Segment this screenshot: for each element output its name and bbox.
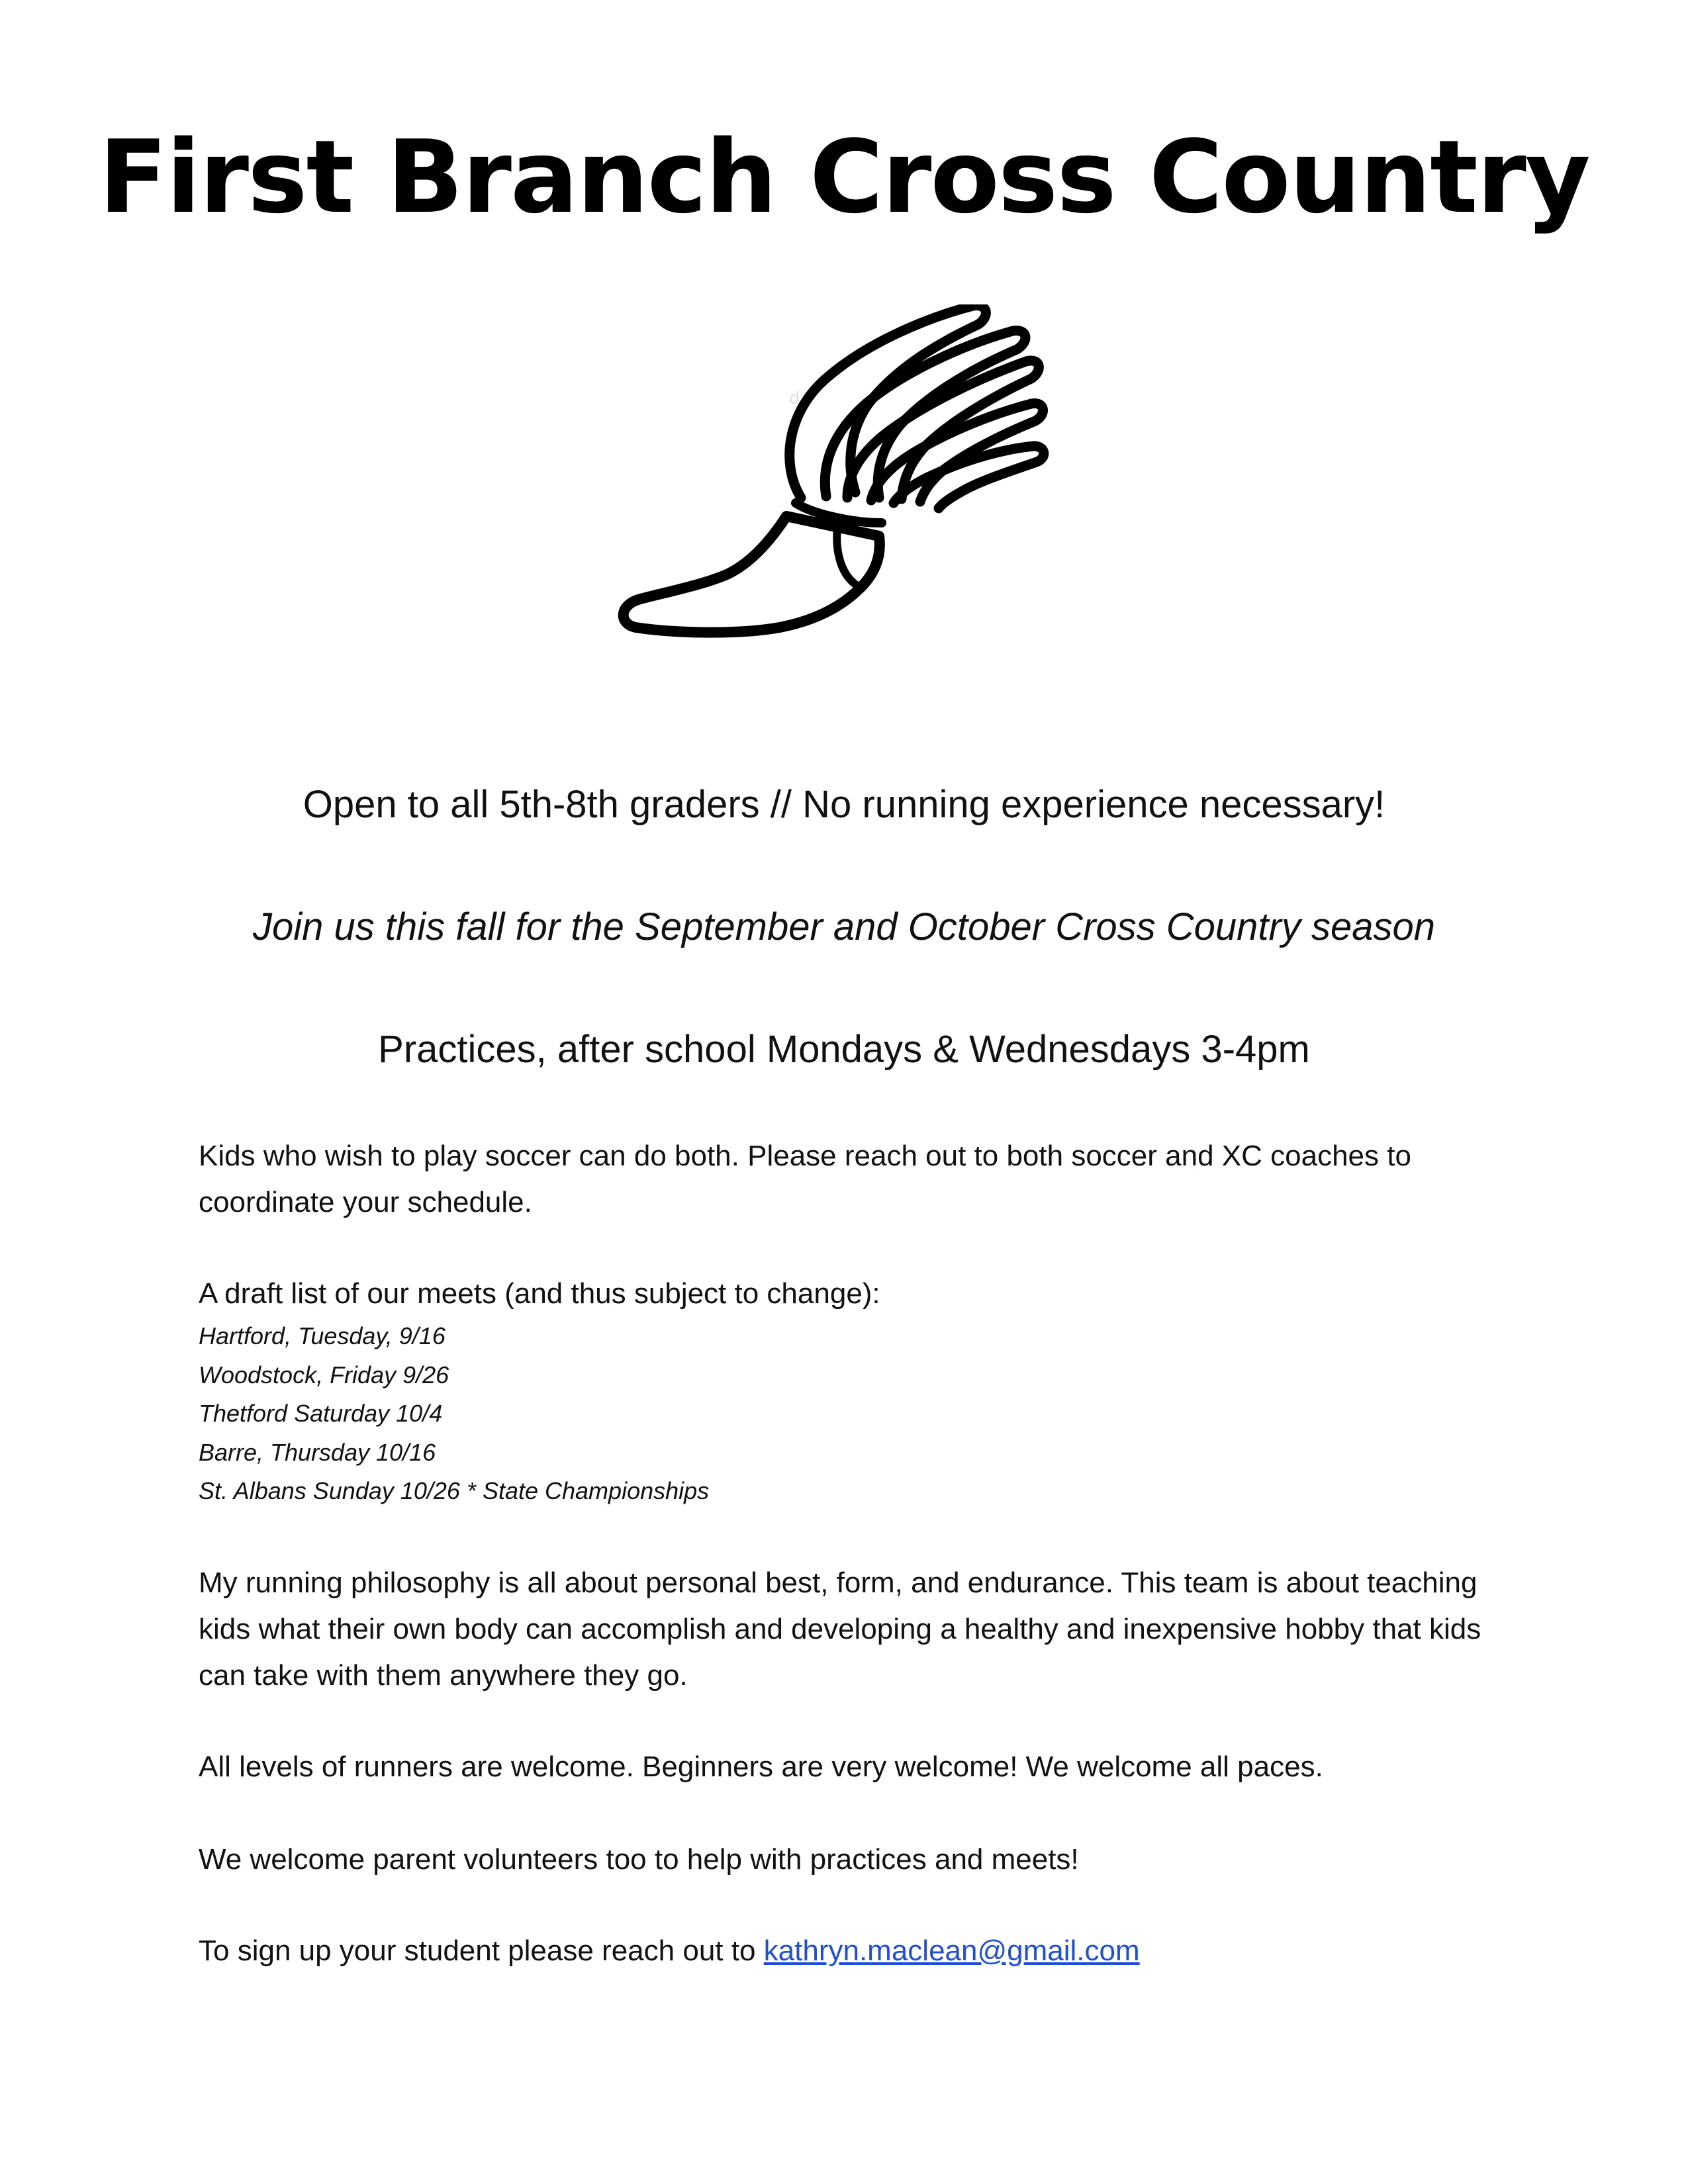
meets-intro: A draft list of our meets (and thus subject to change): — [199, 1277, 880, 1310]
signup-text: To sign up your student please reach out to — [199, 1934, 764, 1967]
eligibility-line: Open to all 5th-8th graders // No running experience necessary! — [303, 783, 1385, 826]
signup-paragraph — [199, 1928, 1489, 1974]
levels-paragraph: All levels of runners are welcome. Beginners are very welcome! We welcome all paces. — [199, 1751, 1323, 1783]
season-line: Join us this fall for the September and October Cross Country season — [253, 905, 1435, 948]
meets-list — [199, 1317, 1125, 1511]
list-item: Woodstock, Friday 9/26 — [199, 1361, 449, 1388]
practices-line: Practices, after school Mondays & Wednesdays 3-4pm — [378, 1028, 1310, 1071]
volunteers-paragraph: We welcome parent volunteers too to help with practices and meets! — [199, 1843, 1079, 1876]
soccer-paragraph: Kids who wish to play soccer can do both. Please reach out to both soccer and XC coaches to coordinate your schedule. — [199, 1140, 1411, 1218]
list-item: Hartford, Tuesday, 9/16 — [199, 1322, 445, 1349]
page-title: First Branch Cross Country — [99, 118, 1589, 236]
list-item: Barre, Thursday 10/16 — [199, 1438, 436, 1466]
email-link[interactable]: kathryn.maclean@gmail.com — [763, 1934, 1140, 1967]
list-item: Thetford Saturday 10/4 — [199, 1400, 443, 1427]
svg-text:d: d — [789, 388, 800, 408]
list-item: St. Albans Sunday 10/26 * State Championships — [199, 1477, 710, 1504]
winged-foot-icon — [616, 304, 1066, 688]
philosophy-paragraph: My running philosophy is all about personal best, form, and endurance. This team is about teaching kids what their own body can accomplish and developing a healthy and inexpensive hobby that kids can take with them anywhere they go. — [199, 1567, 1481, 1692]
